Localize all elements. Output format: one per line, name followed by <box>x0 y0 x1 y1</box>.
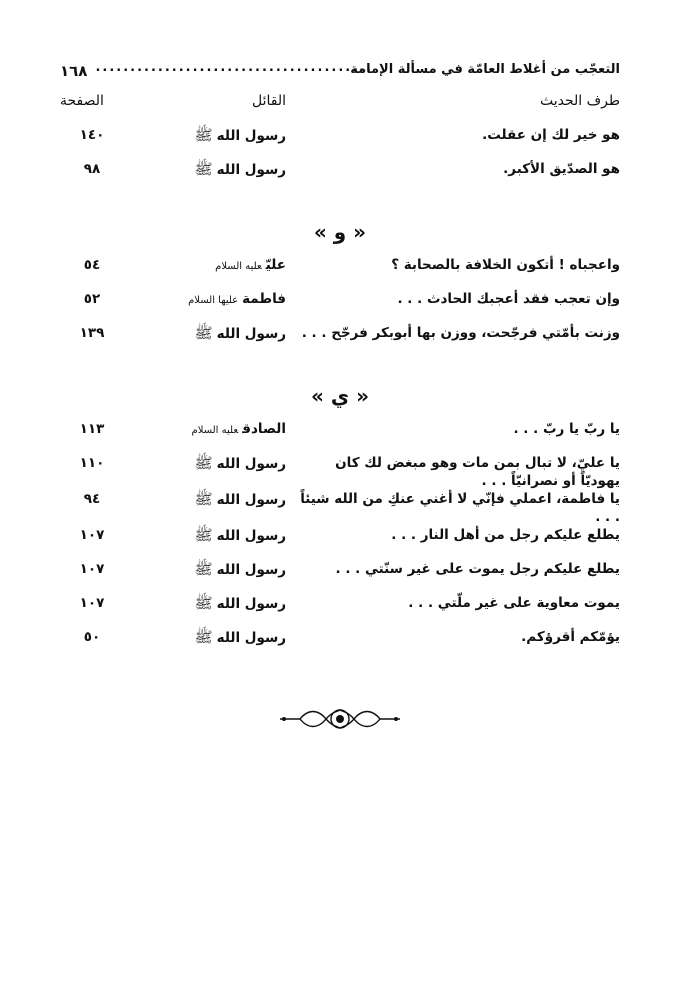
running-header <box>60 62 620 86</box>
hadith-text: يموت معاوية على غير ملّتي . . . <box>408 595 620 611</box>
index-row <box>60 420 620 454</box>
index-row <box>60 324 620 358</box>
speaker-name: رسول الله <box>216 162 286 178</box>
col-text-header: طرف الحديث <box>539 93 620 109</box>
page-ref: ٩٨ <box>83 161 101 177</box>
speaker-name: رسول الله <box>216 630 286 646</box>
speaker <box>136 256 286 276</box>
honorific-icon: ﷺ <box>194 628 213 646</box>
speaker-name: الصادق <box>242 421 286 437</box>
speaker <box>136 560 286 579</box>
hadith-text: وإن تعجب فقد أعجبك الحادث . . . <box>397 291 620 307</box>
page-ref: ٩٤ <box>83 491 101 507</box>
honorific-icon: ﷺ <box>194 324 213 342</box>
header-dots: ........................................ <box>95 60 374 75</box>
index-row <box>60 628 620 662</box>
index-row <box>60 290 620 324</box>
honorific-icon: ﷺ <box>194 126 213 144</box>
speaker-name: رسول الله <box>216 326 286 342</box>
speaker <box>136 290 286 310</box>
speaker-name: فاطمة <box>242 291 286 307</box>
index-table <box>60 92 620 736</box>
hadith-text: يطلع عليكم رجل يموت على غير سنّتي . . . <box>335 561 620 577</box>
speaker <box>136 628 286 647</box>
index-row <box>60 256 620 290</box>
honorific-icon: ﷺ <box>194 490 213 508</box>
page-ref: ١٣٩ <box>79 325 105 341</box>
page-ref: ١٠٧ <box>79 527 105 543</box>
index-row <box>60 490 620 526</box>
section-letter-waw: « و » <box>313 220 367 244</box>
speaker <box>136 324 286 343</box>
honorific-icon: ﷺ <box>194 560 213 578</box>
col-speaker-header: القائل <box>251 93 286 109</box>
speaker <box>136 126 286 145</box>
hadith-text: يؤمّكم أقرؤكم. <box>521 629 620 645</box>
honorific-icon: عليه السلام <box>191 425 239 436</box>
section-letter-ya: « ي » <box>310 384 370 408</box>
col-page-header: الصفحة <box>60 93 104 109</box>
hadith-text: هو الصدّيق الأكبر. <box>503 161 620 177</box>
index-row <box>60 560 620 594</box>
page-ref: ٥٤ <box>83 257 101 273</box>
speaker <box>136 160 286 179</box>
column-headers <box>60 92 620 126</box>
page-ref: ١٤٠ <box>79 127 105 143</box>
speaker-name: رسول الله <box>216 492 286 508</box>
hadith-text: يا عليّ، لا تبال بمن مات وهو مبغض لك كان يهوديّاً أو نصرانيّاً . . . <box>335 455 620 489</box>
speaker <box>136 526 286 545</box>
hadith-text: واعجباه ! أتكون الخلافة بالصحابة ؟ <box>391 257 620 273</box>
hadith-text: يا فاطمة، اعملي فإنّي لا أغني عنكِ من الله شيئاً . . . <box>300 491 620 525</box>
ornament-divider-icon <box>278 706 402 732</box>
honorific-icon: ﷺ <box>194 454 213 472</box>
speaker-name: رسول الله <box>216 456 286 472</box>
speaker-name: عليّ <box>265 257 286 273</box>
header-title: التعجّب من أغلاط العامّة في مسألة الإمامة <box>350 62 620 77</box>
speaker-name: رسول الله <box>216 528 286 544</box>
page-ref: ١٠٧ <box>79 561 105 577</box>
ornament-wrapper <box>60 706 620 736</box>
speaker <box>136 594 286 613</box>
page-ref: ١١٠ <box>79 455 105 471</box>
index-row <box>60 160 620 194</box>
speaker <box>136 420 286 440</box>
speaker-name: رسول الله <box>216 596 286 612</box>
index-row <box>60 526 620 560</box>
page-ref: ١١٣ <box>79 421 105 437</box>
hadith-text: يا ربّ يا ربّ . . . <box>513 421 620 437</box>
honorific-icon: عليه السلام <box>215 261 262 272</box>
hadith-text: يطلع عليكم رجل من أهل النار . . . <box>391 527 620 543</box>
page-ref: ٥٠ <box>83 629 101 645</box>
page-ref: ١٠٧ <box>79 595 105 611</box>
speaker-name: رسول الله <box>216 562 286 578</box>
honorific-icon: ﷺ <box>194 526 213 544</box>
hadith-text: وزنت بأمّتي فرجّحت، ووزن بها أبوبكر فرجّح . . . <box>301 325 620 341</box>
page-number: ١٦٨ <box>60 62 88 80</box>
speaker <box>136 490 286 509</box>
honorific-icon: ﷺ <box>194 160 213 178</box>
honorific-icon: ﷺ <box>194 594 213 612</box>
honorific-icon: عليها السلام <box>188 295 239 306</box>
page-ref: ٥٢ <box>83 291 101 307</box>
speaker <box>136 454 286 473</box>
index-row <box>60 454 620 490</box>
index-row <box>60 594 620 628</box>
speaker-name: رسول الله <box>216 128 286 144</box>
index-row <box>60 126 620 160</box>
hadith-text: هو خير لك إن عقلت. <box>482 127 620 143</box>
